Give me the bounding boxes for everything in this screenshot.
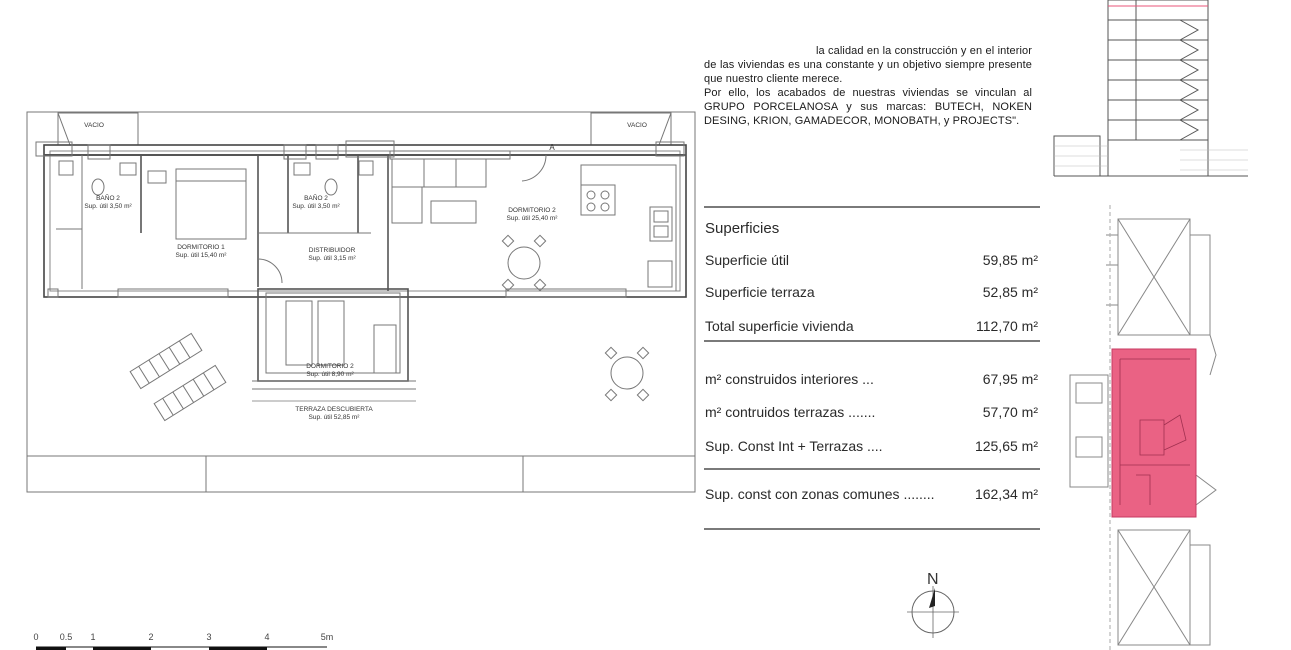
- row-superficie-util: Superficie útil 59,85 m²: [705, 252, 1038, 268]
- scale-label-2: 2: [148, 632, 154, 642]
- row-const-int-terrazas: Sup. Const Int + Terrazas .... 125,65 m²: [705, 438, 1038, 454]
- room-bano-1-area: Sup. útil 3,50 m²: [84, 203, 132, 210]
- row-construidos-interiores: m² construidos interiores ... 67,95 m²: [705, 371, 1038, 387]
- room-bano-2-area: Sup. útil 3,50 m²: [292, 203, 340, 210]
- room-bano-2-name: BAÑO 2: [304, 195, 328, 202]
- vacio-left-label: VACIO: [84, 122, 104, 129]
- room-dormitorio-1-name: DORMITORIO 1: [177, 244, 225, 251]
- intro-line-1: la calidad en la construcción y en el interior de las viviendas es una constante y un objetivo siempre presente que nuestro cliente merece.: [704, 45, 1032, 85]
- table-bottom-rule: [704, 528, 1040, 530]
- scale-bar: [30, 630, 350, 650]
- room-dormitorio-2-area: Sup. útil 25,40 m²: [506, 215, 558, 222]
- scale-label-0: 0: [33, 632, 39, 642]
- intro-text: [704, 44, 1032, 128]
- building-section-drawing: [1040, 0, 1252, 180]
- table-mid-rule: [704, 340, 1040, 342]
- room-distribuidor-name: DISTRIBUIDOR: [308, 247, 356, 254]
- row-construidos-terrazas: m² contruidos terrazas ....... 57,70 m²: [705, 404, 1038, 420]
- superficies-title: Superficies: [705, 220, 780, 237]
- row-total-superficie: Total superficie vivienda 112,70 m²: [705, 318, 1038, 334]
- room-dormitorio-1-area: Sup. útil 15,40 m²: [175, 252, 227, 259]
- room-distribuidor-area: Sup. útil 3,15 m²: [308, 255, 356, 262]
- vacio-right-label: VACIO: [627, 122, 647, 129]
- compass-north-label: N: [927, 571, 939, 588]
- row-zonas-comunes: Sup. const con zonas comunes ........ 162,34 m²: [705, 486, 1038, 502]
- row-superficie-terraza: Superficie terraza 52,85 m²: [705, 284, 1038, 300]
- site-plan-drawing: [1040, 205, 1260, 650]
- table-top-rule: [704, 206, 1040, 208]
- scale-label-4: 4: [264, 632, 270, 642]
- scale-label-3: 3: [206, 632, 212, 642]
- highlighted-unit: [1112, 349, 1196, 517]
- room-dormitorio-3-area: Sup. útil 8,90 m²: [306, 371, 354, 378]
- intro-line-2: Por ello, los acabados de nuestras viviendas se vinculan al GRUPO PORCELANOSA y sus marcas: BUTECH, NOKEN DESING, KRION, GAMADECOR, MONOBATH, y PROJECTS".: [704, 87, 1032, 127]
- room-bano-1-name: BAÑO 2: [96, 195, 120, 202]
- room-dormitorio-2-name: DORMITORIO 2: [508, 207, 556, 214]
- north-compass: [905, 568, 961, 646]
- table-rule-3: [704, 468, 1040, 470]
- scale-label-1: 1: [90, 632, 96, 642]
- scale-label-5m: 5m: [320, 632, 334, 642]
- room-terraza-area: Sup. útil 52,85 m²: [308, 414, 360, 421]
- floor-plan: [26, 111, 698, 495]
- scale-label-05: 0.5: [59, 632, 73, 642]
- room-terraza-name: TERRAZA DESCUBIERTA: [295, 406, 373, 413]
- door-a-label: A: [549, 143, 555, 152]
- room-dormitorio-3-name: DORMITORIO 2: [306, 363, 354, 370]
